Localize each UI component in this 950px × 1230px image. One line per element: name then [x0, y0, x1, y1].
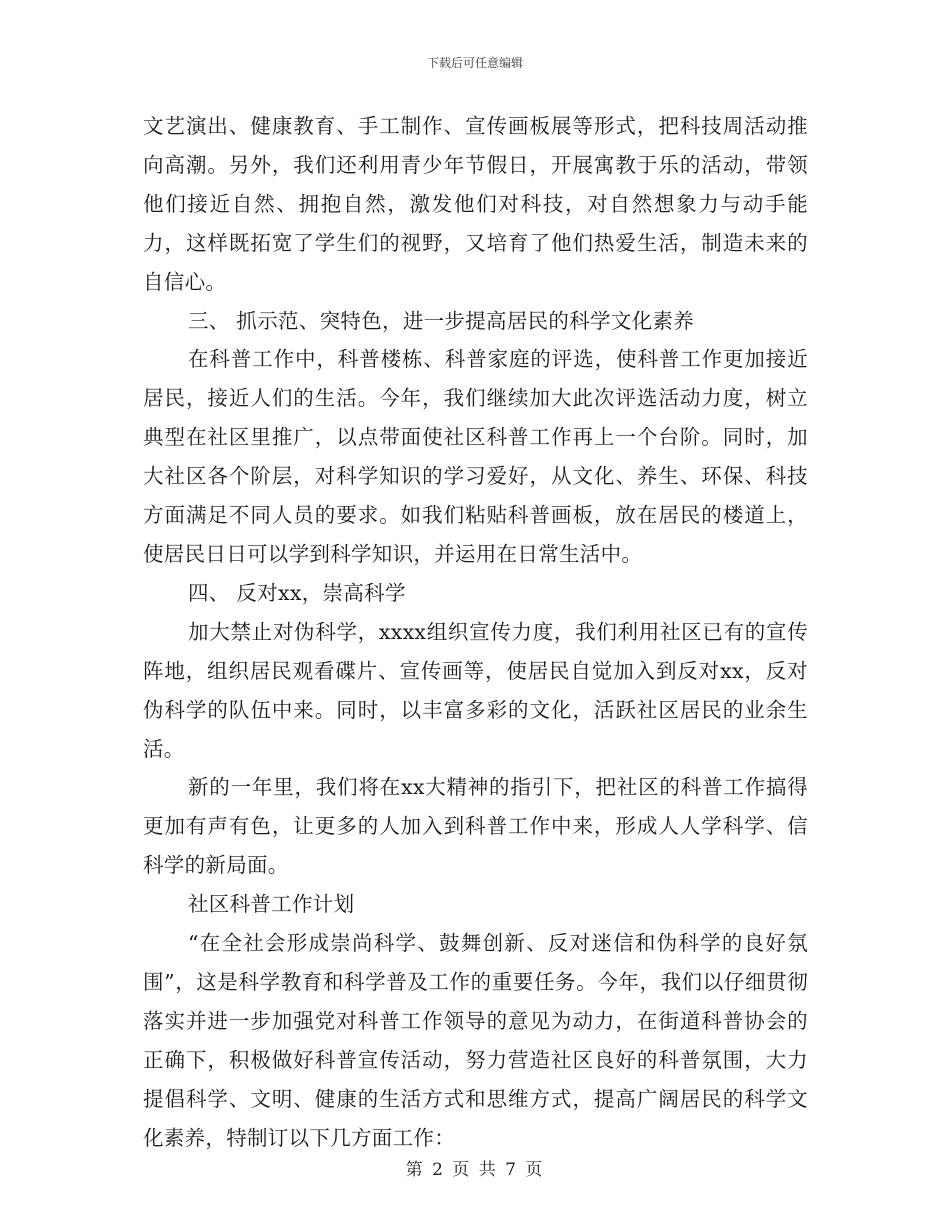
section-heading-4: 四、 反对xx，崇高科学	[188, 580, 406, 605]
paragraph-section-4: 加大禁止对伪科学，xxxx组织宣传力度，我们利用社区已有的宣传阵地，组织居民观看碟片、宣传画等，使居民自觉加入到反对xx，反对伪科学的队伍中来。同时，以丰富多彩的文化，活跃社区居民的业余生活。	[143, 619, 808, 761]
section-heading-3: 三、 抓示范、突特色，进一步提高居民的科学文化素养	[188, 308, 695, 333]
paragraph-section-3: 在科普工作中，科普楼栋、科普家庭的评选，使科普工作更加接近居民，接近人们的生活。今年，我们继续加大此次评选活动力度，树立典型在社区里推广，以点带面使社区科普工作再上一个台阶。同时，加大社区各个阶层，对科学知识的学习爱好，从文化、养生、环保、科技方面满足不同人员的要求。如我们粘贴科普画板，放在居民的楼道上，使居民日日可以学到科学知识，并运用在日常生活中。	[143, 347, 808, 566]
header-note: 下载后可任意编辑	[426, 56, 523, 70]
document-body	[143, 107, 808, 1157]
paragraph-intro: “在全社会形成崇尚科学、鼓舞创新、反对迷信和伪科学的良好氛围”，这是科学教育和科学普及工作的重要任务。今年，我们以仔细贯彻落实并进一步加强党对科普工作领导的意见为动力，在街道科普协会的正确下，积极做好科普宣传活动，努力营造社区良好的科普氛围，大力提倡科学、文明、健康的生活方式和思维方式，提高广阔居民的科学文化素养，特制订以下几方面工作：	[143, 931, 808, 1150]
document-subtitle: 社区科普工作计划	[188, 892, 355, 917]
paragraph-new-year: 新的一年里，我们将在xx大精神的指引下，把社区的科普工作搞得更加有声有色，让更多的人加入到科普工作中来，形成人人学科学、信科学的新局面。	[143, 775, 808, 878]
page-number: 第 2 页 共 7 页	[405, 1160, 545, 1180]
paragraph-continuation: 文艺演出、健康教育、手工制作、宣传画板展等形式，把科技周活动推向高潮。另外，我们还利用青少年节假日，开展寓教于乐的活动，带领他们接近自然、拥抱自然，激发他们对科技，对自然想象力与动手能力，这样既拓宽了学生们的视野，又培育了他们热爱生活，制造未来的自信心。	[143, 114, 808, 294]
